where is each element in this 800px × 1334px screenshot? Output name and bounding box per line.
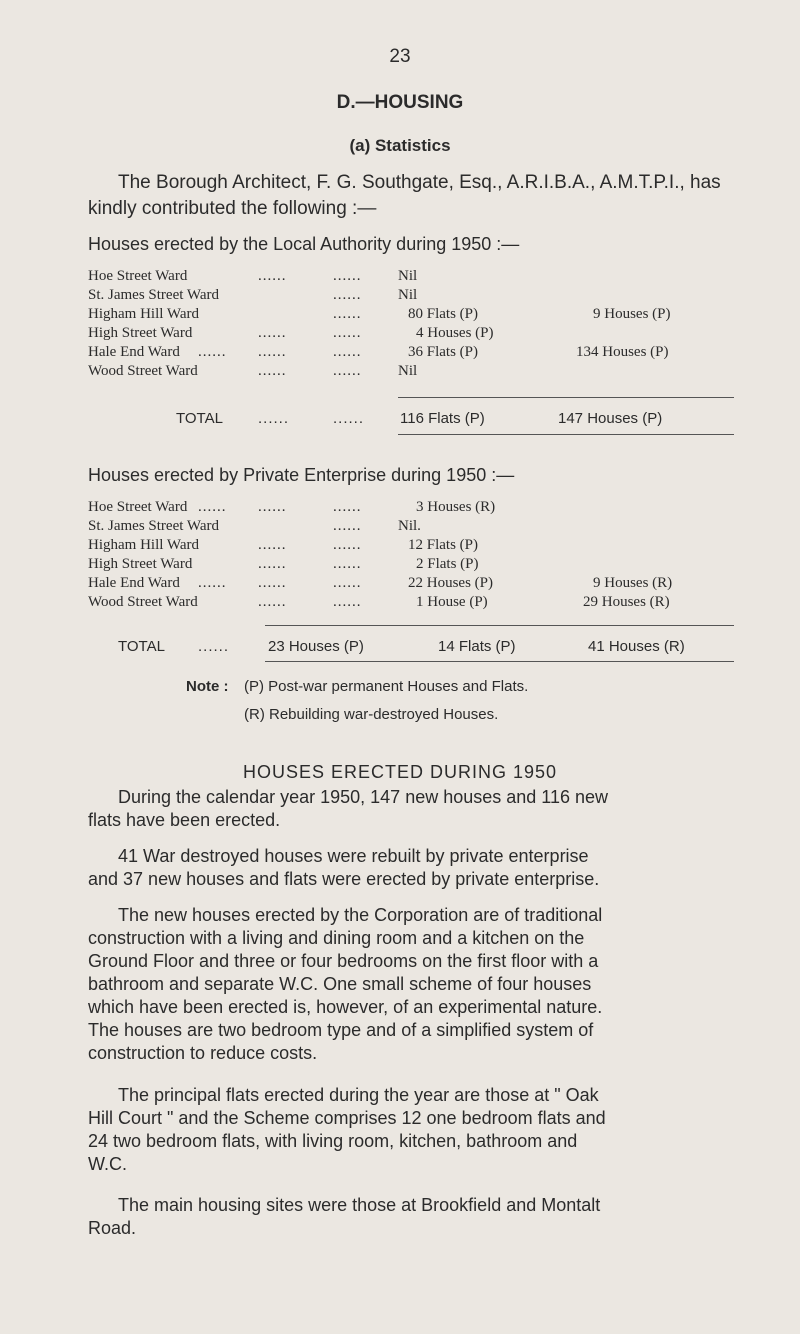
text-line: and 37 new houses and flats were erected by private enterprise.: [88, 869, 600, 889]
leader-dots: ......: [258, 344, 287, 360]
leader-dots: ......: [333, 325, 362, 341]
text-line: The houses are two bedroom type and of a simplified system of: [88, 1020, 594, 1040]
text-line: construction to reduce costs.: [88, 1043, 318, 1063]
table-row: [88, 556, 734, 576]
total-row: [88, 638, 734, 658]
leader-dots: ......: [333, 268, 362, 284]
table-row: [88, 518, 734, 538]
leader-dots: ......: [333, 344, 362, 360]
leader-dots: ......: [333, 518, 362, 534]
total-value: 14 Flats (P): [438, 638, 516, 655]
rule-line: [398, 397, 734, 398]
paragraph: [88, 786, 734, 832]
leader-dots: ......: [258, 556, 287, 572]
leader-dots: ......: [258, 410, 290, 427]
leader-dots: ......: [333, 594, 362, 610]
text-line: 24 two bedroom flats, with living room, kitchen, bathroom and: [88, 1131, 578, 1151]
leader-dots: ......: [198, 638, 230, 655]
leader-dots: ......: [258, 594, 287, 610]
ward-name: Wood Street Ward: [88, 594, 198, 610]
cell-value: 9 Houses (P): [593, 306, 671, 322]
subsection-title: (a) Statistics: [349, 136, 451, 155]
leader-dots: ......: [198, 575, 227, 591]
cell-value: 36 Flats (P): [408, 344, 479, 360]
rule-line: [265, 625, 734, 626]
leader-dots: ......: [333, 556, 362, 572]
rule-line: [265, 661, 734, 662]
table-row: [88, 325, 734, 345]
text-line: 41 War destroyed houses were rebuilt by private enterprise: [118, 846, 589, 866]
ward-name: St. James Street Ward: [88, 287, 219, 303]
leader-dots: ......: [258, 537, 287, 553]
text-line: construction with a living and dining room and a kitchen on the: [88, 928, 585, 948]
cell-value: Nil: [398, 363, 418, 379]
leader-dots: ......: [333, 410, 365, 427]
total-label: TOTAL: [176, 410, 223, 427]
intro-paragraph: The Borough Architect, F. G. Southgate, Esq., A.R.I.B.A., A.M.T.P.I., has kindly contributed the following :—: [88, 172, 721, 219]
note-label: Note :: [186, 678, 229, 695]
note-line-p: (P) Post-war permanent Houses and Flats.: [244, 678, 529, 695]
text-line: W.C.: [88, 1154, 127, 1174]
text-line: The new houses erected by the Corporation are of traditional: [118, 905, 603, 925]
leader-dots: ......: [258, 575, 287, 591]
ward-name: Hoe Street Ward: [88, 499, 188, 515]
text-line: The main housing sites were those at Brookfield and Montalt: [118, 1195, 601, 1215]
leader-dots: ......: [198, 499, 227, 515]
ward-name: High Street Ward: [88, 556, 193, 572]
text-line: Hill Court " and the Scheme comprises 12 one bedroom flats and: [88, 1108, 606, 1128]
total-value: 23 Houses (P): [268, 638, 364, 655]
cell-value: 3 Houses (R): [416, 499, 496, 515]
leader-dots: ......: [198, 344, 227, 360]
table-row: [88, 287, 734, 307]
ward-name: Higham Hill Ward: [88, 306, 199, 322]
local-authority-heading: Houses erected by the Local Authority during 1950 :—: [88, 234, 520, 254]
leader-dots: ......: [333, 287, 362, 303]
cell-value: 80 Flats (P): [408, 306, 479, 322]
cell-value: Nil: [398, 287, 418, 303]
table-row: [88, 344, 734, 364]
cell-value: Nil: [398, 268, 418, 284]
table-row: [88, 363, 734, 383]
cell-value: 22 Houses (P): [408, 575, 493, 591]
text-line: During the calendar year 1950, 147 new houses and 116 new: [118, 787, 609, 807]
leader-dots: ......: [333, 499, 362, 515]
table-row: [88, 537, 734, 557]
note-line-r: (R) Rebuilding war-destroyed Houses.: [244, 706, 499, 723]
ward-name: High Street Ward: [88, 325, 193, 341]
private-enterprise-heading: Houses erected by Private Enterprise during 1950 :—: [88, 465, 515, 485]
leader-dots: ......: [333, 537, 362, 553]
cell-value: 9 Houses (R): [593, 575, 673, 591]
ward-name: Wood Street Ward: [88, 363, 198, 379]
table-row: [88, 499, 734, 519]
leader-dots: ......: [333, 306, 362, 322]
leader-dots: ......: [258, 363, 287, 379]
text-line: Ground Floor and three or four bedrooms on the first floor with a: [88, 951, 599, 971]
paragraph: [88, 845, 734, 891]
ward-name: Higham Hill Ward: [88, 537, 199, 553]
leader-dots: ......: [258, 499, 287, 515]
page-number: 23: [389, 46, 411, 67]
total-row: [88, 410, 734, 430]
total-value: 41 Houses (R): [588, 638, 685, 655]
cell-value: 2 Flats (P): [416, 556, 479, 572]
cell-value: 1 House (P): [416, 594, 488, 610]
cell-value: 12 Flats (P): [408, 537, 479, 553]
total-label: TOTAL: [118, 638, 165, 655]
ward-name: Hoe Street Ward: [88, 268, 188, 284]
text-line: bathroom and separate W.C. One small scheme of four houses: [88, 974, 592, 994]
houses-erected-heading: HOUSES ERECTED DURING 1950: [242, 762, 558, 782]
table-row: [88, 306, 734, 326]
paragraph: [88, 904, 734, 1065]
paragraph: [88, 1194, 734, 1240]
table-row: [88, 575, 734, 595]
ward-name: St. James Street Ward: [88, 518, 219, 534]
leader-dots: ......: [258, 268, 287, 284]
text-line: which have been erected is, however, of an experimental nature.: [88, 997, 603, 1017]
leader-dots: ......: [258, 325, 287, 341]
paragraph: [88, 1084, 734, 1176]
leader-dots: ......: [333, 575, 362, 591]
table-row: [88, 268, 734, 288]
cell-value: 4 Houses (P): [416, 325, 494, 341]
cell-value: 134 Houses (P): [576, 344, 669, 360]
cell-value: Nil.: [398, 518, 421, 534]
rule-line: [398, 434, 734, 435]
table-row: [88, 594, 734, 614]
text-line: The principal flats erected during the year are those at " Oak: [118, 1085, 599, 1105]
total-value: 116 Flats (P): [400, 410, 485, 427]
leader-dots: ......: [333, 363, 362, 379]
ward-name: Hale End Ward: [88, 344, 180, 360]
section-title: D.—HOUSING: [336, 92, 464, 113]
cell-value: 29 Houses (R): [583, 594, 670, 610]
ward-name: Hale End Ward: [88, 575, 180, 591]
text-line: Road.: [88, 1218, 137, 1238]
text-line: flats have been erected.: [88, 810, 281, 830]
total-value: 147 Houses (P): [558, 410, 663, 427]
